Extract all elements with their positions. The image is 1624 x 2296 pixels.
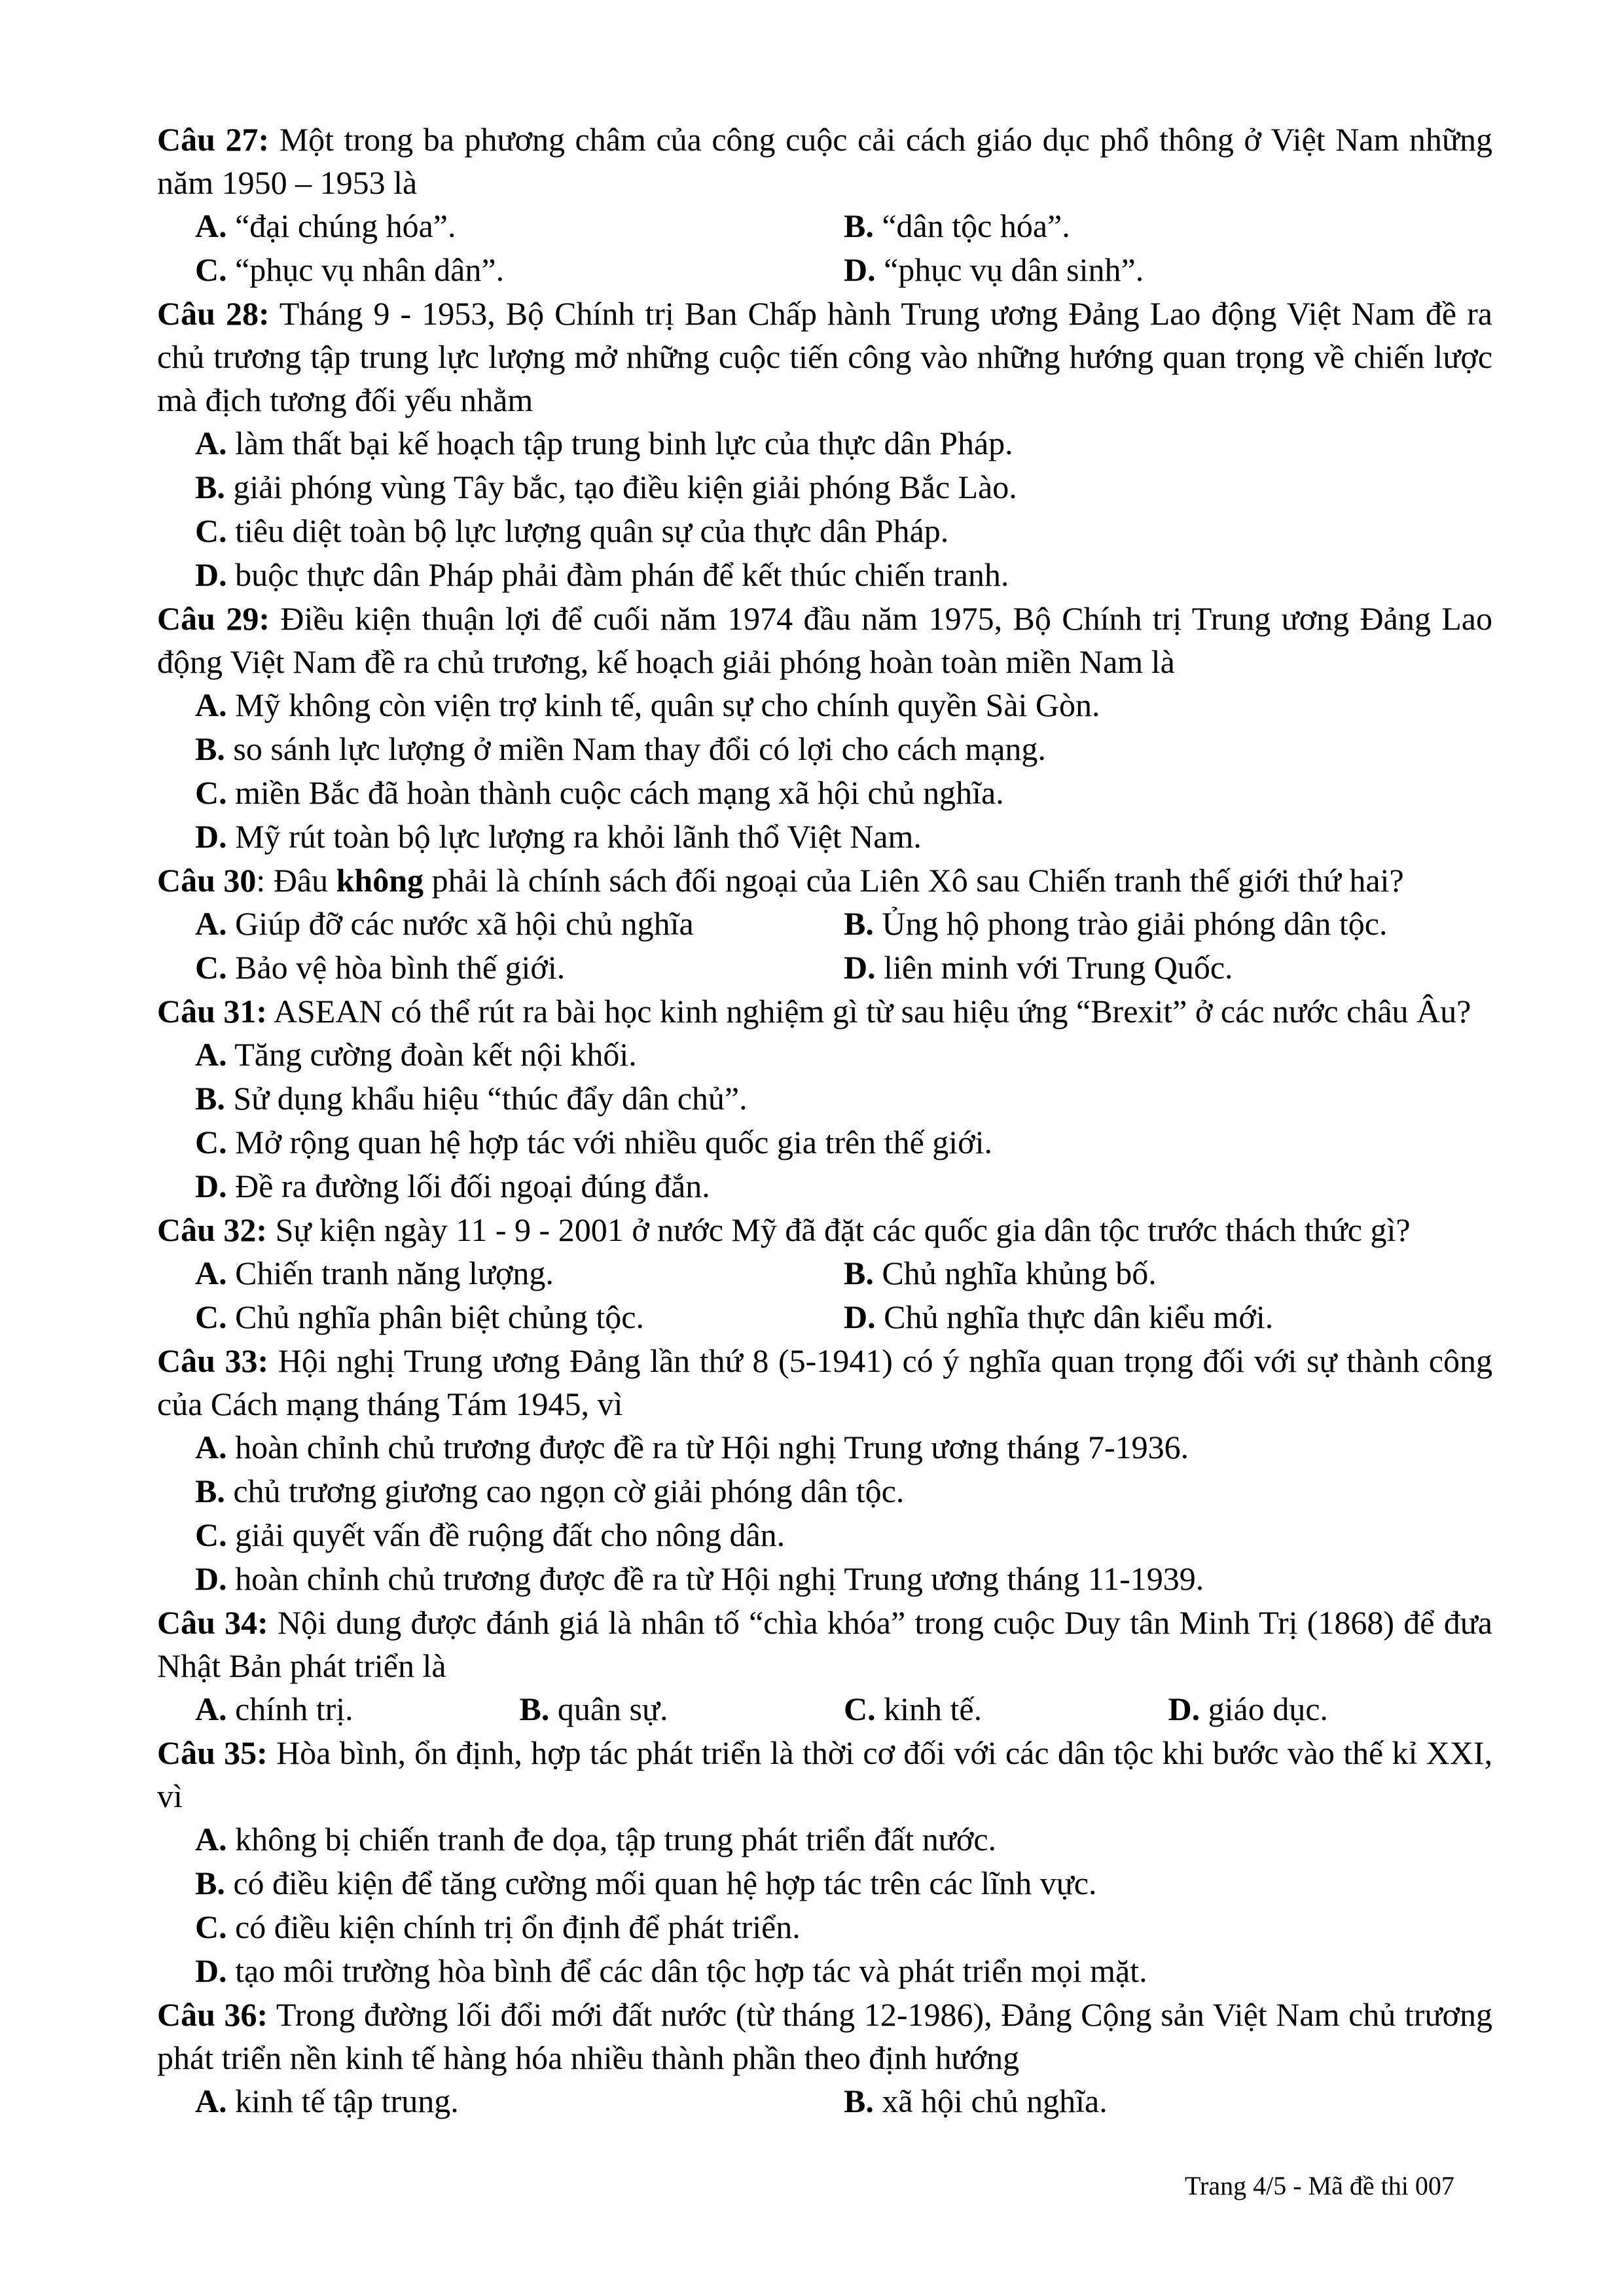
option-text: giải quyết vấn đề ruộng đất cho nông dân. bbox=[226, 1516, 785, 1553]
option-text: Mở rộng quan hệ hợp tác với nhiều quốc gia trên thế giới. bbox=[226, 1124, 992, 1160]
option-text: liên minh với Trung Quốc. bbox=[875, 949, 1233, 986]
option-letter: B. bbox=[195, 730, 225, 767]
question-number: Câu 35: bbox=[157, 1734, 268, 1771]
option-text: Chiến tranh năng lượng. bbox=[226, 1255, 554, 1291]
answer-option-d bbox=[195, 553, 1492, 597]
question-stem bbox=[157, 1339, 1492, 1426]
option-letter: B. bbox=[519, 1691, 550, 1727]
answer-option-a bbox=[195, 1426, 1492, 1469]
question-36 bbox=[157, 1993, 1492, 2123]
question-text: ASEAN có thể rút ra bài học kinh nghiệm gì từ sau hiệu ứng “Brexit” ở các nước châu Âu? bbox=[267, 993, 1471, 1030]
option-text: xã hội chủ nghĩa. bbox=[873, 2083, 1108, 2119]
answer-options bbox=[157, 2079, 1492, 2123]
answer-option-a bbox=[195, 422, 1492, 465]
question-number: Câu 28: bbox=[157, 295, 270, 332]
answer-options bbox=[157, 422, 1492, 597]
option-letter: A. bbox=[195, 207, 227, 244]
option-letter: A. bbox=[195, 2083, 227, 2119]
question-28 bbox=[157, 292, 1492, 597]
option-text: hoàn chỉnh chủ trương được đề ra từ Hội nghị Trung ương tháng 7-1936. bbox=[226, 1429, 1189, 1465]
answer-options bbox=[157, 1818, 1492, 1993]
answer-options bbox=[157, 1687, 1492, 1731]
answer-option-a bbox=[195, 1033, 1492, 1077]
answer-option-b bbox=[195, 1077, 1492, 1121]
answer-option-a bbox=[195, 2079, 844, 2123]
option-letter: A. bbox=[195, 1255, 227, 1291]
question-stem bbox=[157, 859, 1492, 902]
question-list bbox=[157, 118, 1492, 2123]
option-text: Đề ra đường lối đối ngoại đúng đắn. bbox=[226, 1168, 710, 1204]
option-letter: B. bbox=[844, 1255, 874, 1291]
page-footer: Trang 4/5 - Mã đề thi 007 bbox=[1185, 2171, 1454, 2200]
question-34 bbox=[157, 1601, 1492, 1731]
answer-option-d bbox=[195, 1949, 1492, 1993]
option-text: buộc thực dân Pháp phải đàm phán để kết thúc chiến tranh. bbox=[226, 556, 1009, 593]
option-text: chủ trương giương cao ngọn cờ giải phóng dân tộc. bbox=[225, 1473, 905, 1509]
answer-option-d bbox=[1168, 1687, 1493, 1731]
option-text: Chủ nghĩa khủng bố. bbox=[873, 1255, 1157, 1291]
option-text: quân sự. bbox=[549, 1691, 668, 1727]
option-letter: A. bbox=[195, 1821, 227, 1857]
question-stem bbox=[157, 990, 1492, 1033]
option-letter: D. bbox=[844, 1299, 876, 1335]
option-letter: D. bbox=[195, 1560, 227, 1597]
answer-option-c bbox=[844, 1687, 1168, 1731]
option-letter: C. bbox=[195, 1124, 227, 1160]
option-letter: B. bbox=[844, 2083, 874, 2119]
answer-option-a bbox=[195, 1251, 844, 1295]
option-text: có điều kiện chính trị ổn định để phát triển. bbox=[226, 1909, 801, 1945]
option-letter: B. bbox=[844, 207, 874, 244]
question-27 bbox=[157, 118, 1492, 292]
option-text: so sánh lực lượng ở miền Nam thay đổi có lợi cho cách mạng. bbox=[225, 730, 1046, 767]
question-35 bbox=[157, 1731, 1492, 1993]
option-letter: A. bbox=[195, 425, 227, 461]
option-text: Chủ nghĩa thực dân kiểu mới. bbox=[875, 1299, 1274, 1335]
question-number: Câu 34: bbox=[157, 1604, 268, 1641]
answer-option-c bbox=[195, 509, 1492, 553]
question-stem bbox=[157, 118, 1492, 204]
question-number: Câu 33: bbox=[157, 1342, 269, 1379]
option-letter: D. bbox=[195, 1168, 227, 1204]
option-text: giải phóng vùng Tây bắc, tạo điều kiện giải phóng Bắc Lào. bbox=[225, 469, 1017, 505]
question-text: Hòa bình, ổn định, hợp tác phát triển là thời cơ đối với các dân tộc khi bước vào thế kỉ XXI, vì bbox=[157, 1734, 1493, 1814]
question-stem bbox=[157, 1208, 1492, 1251]
option-letter: C. bbox=[195, 1516, 227, 1553]
answer-option-c bbox=[195, 1295, 844, 1339]
option-text: tạo môi trường hòa bình để các dân tộc hợp tác và phát triển mọi mặt. bbox=[226, 1952, 1147, 1989]
option-letter: C. bbox=[195, 1909, 227, 1945]
answer-option-c bbox=[195, 1121, 1492, 1164]
question-text: : Đâu bbox=[256, 862, 336, 899]
option-text: chính trị. bbox=[226, 1691, 353, 1727]
question-text: Điều kiện thuận lợi để cuối năm 1974 đầu năm 1975, Bộ Chính trị Trung ương Đảng Lao động Việt Nam đề ra chủ trương, kế hoạch giải phóng hoàn toàn miền Nam là bbox=[157, 600, 1492, 680]
option-text: Bảo vệ hòa bình thế giới. bbox=[226, 949, 566, 986]
option-text: Mỹ không còn viện trợ kinh tế, quân sự cho chính quyền Sài Gòn. bbox=[226, 687, 1100, 723]
option-text: Chủ nghĩa phân biệt chủng tộc. bbox=[226, 1299, 644, 1335]
answer-option-b bbox=[520, 1687, 844, 1731]
option-text: Tăng cường đoàn kết nội khối. bbox=[226, 1036, 637, 1073]
question-32 bbox=[157, 1208, 1492, 1339]
answer-options bbox=[157, 204, 1492, 292]
question-stem bbox=[157, 1993, 1492, 2079]
question-number: Câu 27: bbox=[157, 121, 270, 158]
option-text: Mỹ rút toàn bộ lực lượng ra khỏi lãnh thổ Việt Nam. bbox=[226, 818, 922, 855]
question-text: Nội dung được đánh giá là nhân tố “chìa khóa” trong cuộc Duy tân Minh Trị (1868) để đưa Nhật Bản phát triển là bbox=[157, 1604, 1492, 1684]
question-30 bbox=[157, 859, 1492, 990]
answer-option-c bbox=[195, 946, 844, 990]
question-29 bbox=[157, 597, 1492, 859]
question-stem bbox=[157, 1601, 1492, 1687]
answer-option-d bbox=[844, 946, 1492, 990]
option-letter: C. bbox=[195, 512, 227, 549]
answer-option-c bbox=[195, 248, 844, 292]
answer-option-b bbox=[844, 902, 1492, 946]
option-text: Sử dụng khẩu hiệu “thúc đẩy dân chủ”. bbox=[225, 1080, 748, 1117]
question-31 bbox=[157, 990, 1492, 1208]
option-letter: A. bbox=[195, 1429, 227, 1465]
question-stem bbox=[157, 597, 1492, 683]
option-letter: D. bbox=[195, 556, 227, 593]
option-text: hoàn chỉnh chủ trương được đề ra từ Hội nghị Trung ương tháng 11-1939. bbox=[226, 1560, 1204, 1597]
question-text: Tháng 9 - 1953, Bộ Chính trị Ban Chấp hành Trung ương Đảng Lao động Việt Nam đề ra chủ trương tập trung lực lượng mở những cuộc tiến công vào những hướng quan trọng về chiến lược mà địch tương đối yếu nhằm bbox=[157, 295, 1492, 418]
answer-option-c bbox=[195, 771, 1492, 815]
option-letter: C. bbox=[195, 251, 227, 288]
answer-option-d bbox=[195, 1164, 1492, 1208]
option-letter: D. bbox=[195, 818, 227, 855]
option-letter: B. bbox=[844, 905, 874, 942]
question-number: Câu 30 bbox=[157, 862, 257, 899]
option-letter: B. bbox=[195, 1865, 225, 1901]
answer-option-d bbox=[844, 1295, 1492, 1339]
answer-option-b bbox=[844, 204, 1492, 248]
option-letter: D. bbox=[195, 1952, 227, 1989]
question-text: Một trong ba phương châm của công cuộc cải cách giáo dục phổ thông ở Việt Nam những năm 1950 – 1953 là bbox=[157, 121, 1493, 201]
option-text: tiêu diệt toàn bộ lực lượng quân sự của thực dân Pháp. bbox=[226, 512, 949, 549]
option-text: làm thất bại kế hoạch tập trung binh lực của thực dân Pháp. bbox=[226, 425, 1013, 461]
answer-option-d bbox=[844, 248, 1492, 292]
option-text: Ủng hộ phong trào giải phóng dân tộc. bbox=[873, 905, 1388, 942]
answer-options bbox=[157, 1033, 1492, 1208]
question-33 bbox=[157, 1339, 1492, 1601]
answer-option-b bbox=[844, 1251, 1492, 1295]
option-text: “đại chúng hóa”. bbox=[226, 207, 456, 244]
option-text: “dân tộc hóa”. bbox=[873, 207, 1070, 244]
answer-option-b bbox=[195, 727, 1492, 771]
option-letter: A. bbox=[195, 1036, 227, 1073]
option-letter: D. bbox=[1168, 1691, 1200, 1727]
answer-option-a bbox=[195, 1687, 520, 1731]
question-number: Câu 36: bbox=[157, 1996, 268, 2033]
option-letter: B. bbox=[195, 1473, 225, 1509]
option-letter: C. bbox=[844, 1691, 876, 1727]
option-letter: B. bbox=[195, 1080, 225, 1117]
answer-option-a bbox=[195, 902, 844, 946]
answer-option-d bbox=[195, 1557, 1492, 1601]
question-number: Câu 32: bbox=[157, 1211, 268, 1248]
answer-option-d bbox=[195, 815, 1492, 859]
question-stem bbox=[157, 1731, 1492, 1818]
option-letter: C. bbox=[195, 1299, 227, 1335]
option-text: kinh tế tập trung. bbox=[226, 2083, 459, 2119]
question-text: phải là chính sách đối ngoại của Liên Xô sau Chiến tranh thế giới thứ hai? bbox=[424, 862, 1404, 899]
option-letter: A. bbox=[195, 1691, 227, 1727]
question-stem bbox=[157, 292, 1492, 422]
question-number: Câu 31: bbox=[157, 993, 268, 1030]
option-letter: A. bbox=[195, 687, 227, 723]
answer-option-a bbox=[195, 204, 844, 248]
option-text: “phục vụ dân sinh”. bbox=[875, 251, 1144, 288]
answer-options bbox=[157, 902, 1492, 990]
question-text: Sự kiện ngày 11 - 9 - 2001 ở nước Mỹ đã đặt các quốc gia dân tộc trước thách thức gì? bbox=[267, 1211, 1411, 1248]
answer-option-b bbox=[195, 1469, 1492, 1513]
option-text: không bị chiến tranh đe dọa, tập trung phát triển đất nước. bbox=[226, 1821, 997, 1857]
answer-options bbox=[157, 1251, 1492, 1339]
option-letter: D. bbox=[844, 949, 876, 986]
answer-option-b bbox=[844, 2079, 1492, 2123]
question-number: Câu 29: bbox=[157, 600, 270, 637]
option-text: miền Bắc đã hoàn thành cuộc cách mạng xã hội chủ nghĩa. bbox=[226, 774, 1004, 811]
emphasis-text: không bbox=[336, 862, 424, 899]
option-text: giáo dục. bbox=[1200, 1691, 1328, 1727]
option-letter: A. bbox=[195, 905, 227, 942]
option-letter: C. bbox=[195, 949, 227, 986]
option-text: Giúp đỡ các nước xã hội chủ nghĩa bbox=[226, 905, 694, 942]
option-letter: D. bbox=[844, 251, 876, 288]
option-text: kinh tế. bbox=[875, 1691, 983, 1727]
question-text: Hội nghị Trung ương Đảng lần thứ 8 (5-1941) có ý nghĩa quan trọng đối với sự thành công của Cách mạng tháng Tám 1945, vì bbox=[157, 1342, 1492, 1422]
option-letter: B. bbox=[195, 469, 225, 505]
answer-option-a bbox=[195, 683, 1492, 727]
answer-option-c bbox=[195, 1905, 1492, 1949]
option-letter: C. bbox=[195, 774, 227, 811]
answer-options bbox=[157, 683, 1492, 859]
answer-option-a bbox=[195, 1818, 1492, 1861]
answer-options bbox=[157, 1426, 1492, 1601]
question-text: Trong đường lối đổi mới đất nước (từ tháng 12-1986), Đảng Cộng sản Việt Nam chủ trương phát triển nền kinh tế hàng hóa nhiều thành phần theo định hướng bbox=[157, 1996, 1492, 2076]
option-text: “phục vụ nhân dân”. bbox=[226, 251, 505, 288]
answer-option-b bbox=[195, 1861, 1492, 1905]
answer-option-c bbox=[195, 1513, 1492, 1557]
option-text: có điều kiện để tăng cường mối quan hệ hợp tác trên các lĩnh vực. bbox=[225, 1865, 1097, 1901]
answer-option-b bbox=[195, 465, 1492, 509]
